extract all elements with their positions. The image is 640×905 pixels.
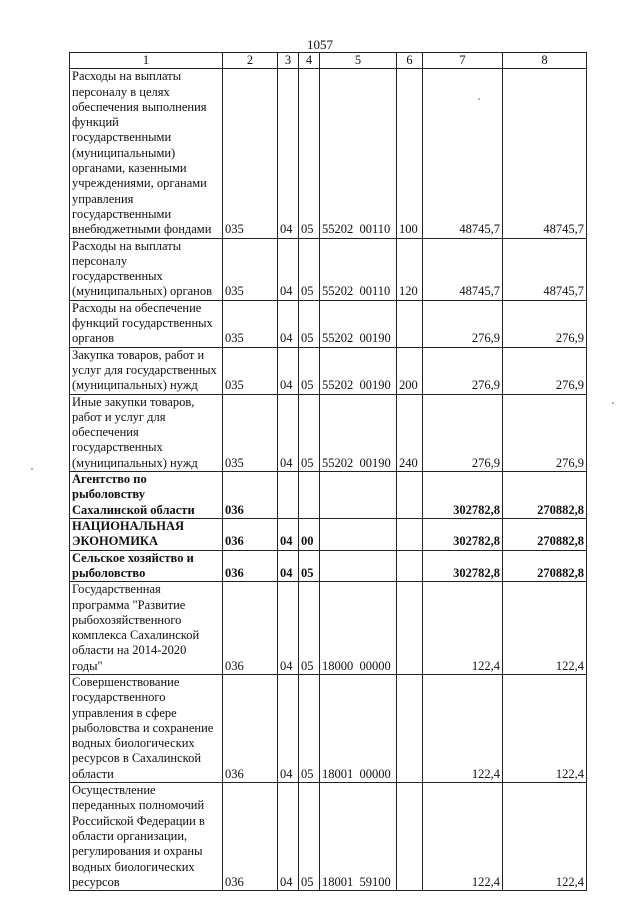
table-row [70, 300, 587, 347]
cell-csr [320, 472, 397, 519]
column-header: 4 [299, 53, 320, 69]
cell-name: Закупка товаров, работ и услуг для государственных (муниципальных) нужд [70, 347, 223, 394]
cell-vr: 200 [397, 347, 423, 394]
cell-sum-2024: 48745,7 [423, 238, 503, 300]
cell-sum-2025: 270882,8 [503, 550, 587, 582]
cell-csr [320, 519, 397, 551]
cell-sum-2025: 48745,7 [503, 69, 587, 238]
column-header: 7 [423, 53, 503, 69]
cell-vr [397, 550, 423, 582]
cell-ved: 036 [223, 472, 278, 519]
cell-sum-2025: 122,4 [503, 674, 587, 782]
cell-name: Расходы на выплаты персоналу государственных (муниципальных) органов [70, 238, 223, 300]
scan-speck [612, 402, 614, 404]
cell-rz: 04 [278, 550, 299, 582]
cell-pr: 05 [299, 238, 320, 300]
cell-vr [397, 472, 423, 519]
cell-rz: 04 [278, 582, 299, 675]
column-header: 5 [320, 53, 397, 69]
cell-ved: 035 [223, 347, 278, 394]
cell-csr: 18001 00000 [320, 674, 397, 782]
cell-ved: 035 [223, 69, 278, 238]
cell-pr: 00 [299, 519, 320, 551]
cell-rz: 04 [278, 300, 299, 347]
cell-vr: 240 [397, 394, 423, 471]
cell-pr [299, 472, 320, 519]
cell-vr [397, 783, 423, 891]
cell-name: Осуществление переданных полномочий Российской Федерации в области организации, регулирования и охраны водных биологических ресурсов [70, 783, 223, 891]
table-row [70, 519, 587, 551]
cell-name: Расходы на выплаты персоналу в целях обеспечения выполнения функций государственными (муниципальными) органами, казенными учреждениями, органами управления государственными внебюджетными фондами [70, 69, 223, 238]
cell-csr: 18001 59100 [320, 783, 397, 891]
cell-rz: 04 [278, 347, 299, 394]
cell-vr: 120 [397, 238, 423, 300]
cell-name: Агентство по рыболовству Сахалинской области [70, 472, 223, 519]
cell-sum-2024: 302782,8 [423, 519, 503, 551]
cell-pr: 05 [299, 582, 320, 675]
cell-sum-2025: 122,4 [503, 582, 587, 675]
column-header: 6 [397, 53, 423, 69]
cell-name: Расходы на обеспечение функций государственных органов [70, 300, 223, 347]
cell-vr [397, 674, 423, 782]
cell-sum-2024: 122,4 [423, 582, 503, 675]
budget-table [69, 52, 587, 891]
table-row [70, 582, 587, 675]
cell-csr: 55202 00190 [320, 347, 397, 394]
cell-pr: 05 [299, 300, 320, 347]
cell-csr: 18000 00000 [320, 582, 397, 675]
cell-ved: 035 [223, 394, 278, 471]
cell-pr: 05 [299, 783, 320, 891]
cell-csr: 55202 00190 [320, 394, 397, 471]
cell-sum-2024: 276,9 [423, 347, 503, 394]
cell-ved: 036 [223, 519, 278, 551]
cell-ved: 036 [223, 783, 278, 891]
cell-vr [397, 582, 423, 675]
cell-sum-2025: 276,9 [503, 300, 587, 347]
table-row [70, 347, 587, 394]
cell-sum-2025: 276,9 [503, 394, 587, 471]
cell-sum-2025: 48745,7 [503, 238, 587, 300]
cell-name: Иные закупки товаров, работ и услуг для обеспечения государственных (муниципальных) нужд [70, 394, 223, 471]
cell-sum-2024: 302782,8 [423, 472, 503, 519]
table-row [70, 550, 587, 582]
cell-name: Совершенствование государственного управления в сфере рыболовства и сохранение водных биологических ресурсов в Сахалинской области [70, 674, 223, 782]
cell-ved: 036 [223, 550, 278, 582]
cell-rz: 04 [278, 674, 299, 782]
column-header: 2 [223, 53, 278, 69]
cell-name: Сельское хозяйство и рыболовство [70, 550, 223, 582]
cell-vr: 100 [397, 69, 423, 238]
scan-speck [31, 468, 33, 470]
cell-sum-2024: 276,9 [423, 394, 503, 471]
cell-pr: 05 [299, 394, 320, 471]
cell-vr [397, 519, 423, 551]
table-header-row [70, 53, 587, 69]
cell-csr: 55202 00110 [320, 69, 397, 238]
cell-pr: 05 [299, 674, 320, 782]
cell-rz: 04 [278, 238, 299, 300]
cell-sum-2025: 122,4 [503, 783, 587, 891]
cell-rz: 04 [278, 69, 299, 238]
cell-sum-2024: 122,4 [423, 783, 503, 891]
table-row [70, 394, 587, 471]
cell-rz: 04 [278, 394, 299, 471]
cell-sum-2024: 48745,7 [423, 69, 503, 238]
cell-vr [397, 300, 423, 347]
cell-ved: 036 [223, 582, 278, 675]
cell-pr: 05 [299, 69, 320, 238]
table-row [70, 69, 587, 238]
cell-sum-2024: 302782,8 [423, 550, 503, 582]
cell-sum-2024: 122,4 [423, 674, 503, 782]
page-number: 1057 [307, 37, 333, 52]
table-row [70, 238, 587, 300]
cell-csr: 55202 00110 [320, 238, 397, 300]
scan-speck [478, 98, 480, 100]
cell-name: Государственная программа "Развитие рыбохозяйственного комплекса Сахалинской области на 2014-2020 годы" [70, 582, 223, 675]
cell-sum-2025: 270882,8 [503, 519, 587, 551]
table-row [70, 472, 587, 519]
cell-pr: 05 [299, 550, 320, 582]
table-row [70, 674, 587, 782]
cell-name: НАЦИОНАЛЬНАЯ ЭКОНОМИКА [70, 519, 223, 551]
cell-csr [320, 550, 397, 582]
cell-ved: 035 [223, 300, 278, 347]
cell-pr: 05 [299, 347, 320, 394]
column-header: 8 [503, 53, 587, 69]
cell-ved: 035 [223, 238, 278, 300]
cell-rz: 04 [278, 519, 299, 551]
cell-sum-2025: 270882,8 [503, 472, 587, 519]
cell-rz [278, 472, 299, 519]
cell-sum-2024: 276,9 [423, 300, 503, 347]
table-row [70, 783, 587, 891]
cell-rz: 04 [278, 783, 299, 891]
column-header: 3 [278, 53, 299, 69]
column-header: 1 [70, 53, 223, 69]
cell-csr: 55202 00190 [320, 300, 397, 347]
cell-sum-2025: 276,9 [503, 347, 587, 394]
cell-ved: 036 [223, 674, 278, 782]
